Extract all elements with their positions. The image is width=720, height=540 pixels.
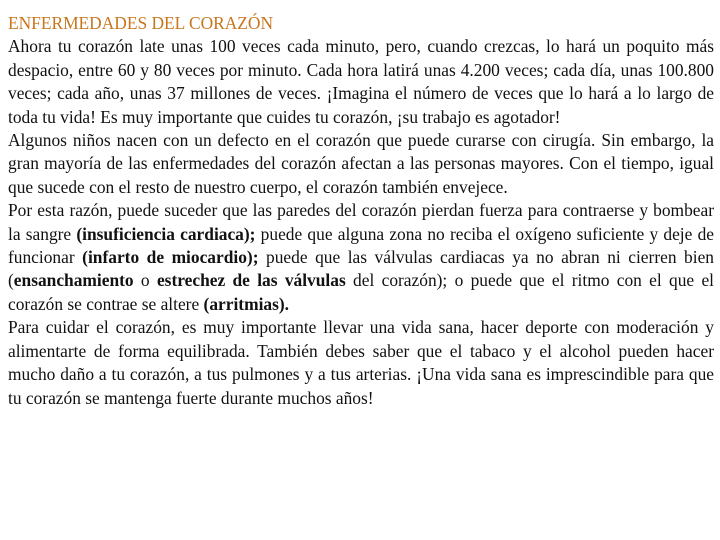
paragraph-text: Para cuidar el corazón, es muy importante llevar una vida sana, hacer deporte con moderación y alimentarte de forma equilibrada. También debes saber que el tabaco y el alcohol pueden hacer mucho daño a tu corazón, a tus pulmones y a tus arterias. ¡Una vida sana es imprescindible para que tu corazón se mantenga fuerte durante muchos años! [8,317,714,408]
paragraph-text: del corazón); o puede que el ritmo con el que el corazón se contrae se altere [8,270,715,314]
paragraph-text: puede que las válvulas cardiacas ya no abran ni cierren bien ( [8,247,714,291]
paragraph-3 [8,199,714,316]
paragraph-2 [8,129,714,199]
bold-term: (arritmias). [203,293,289,314]
document-body [8,35,714,410]
bold-term: estrechez de las válvulas [156,270,346,291]
bold-term: (infarto de miocardio); [82,247,259,268]
paragraph-text: o [133,270,157,291]
bold-term: ensanchamiento [13,270,134,291]
paragraph-text: Por esta razón, puede suceder que las paredes del corazón pierdan fuerza para contraerse y bombear la sangre [8,200,714,244]
paragraph-1 [8,35,714,129]
paragraph-text: Ahora tu corazón late unas 100 veces cada minuto, pero, cuando crezcas, lo hará un poquito más despacio, entre 60 y 80 veces por minuto. Cada hora latirá unas 4.200 veces; cada día, unas 100.800 veces; cada año, unas 37 millones de veces. ¡Imagina el número de veces que lo hará a lo largo de toda tu vida! Es muy importante que cuides tu corazón, ¡su trabajo es agotador! [8,36,714,127]
paragraph-4 [8,316,714,410]
document-page [8,12,714,410]
paragraph-text: Algunos niños nacen con un defecto en el corazón que puede curarse con cirugía. Sin embargo, la gran mayoría de las enfermedades del corazón afectan a las personas mayores. Con el tiempo, igual que sucede con el resto de nuestro cuerpo, el corazón también envejece. [8,130,714,197]
bold-term: (insuficiencia cardiaca); [76,223,256,244]
document-title: ENFERMEDADES DEL CORAZÓN [8,13,274,33]
paragraph-text: puede que alguna zona no reciba el oxígeno suficiente y deje de funcionar [8,223,714,268]
